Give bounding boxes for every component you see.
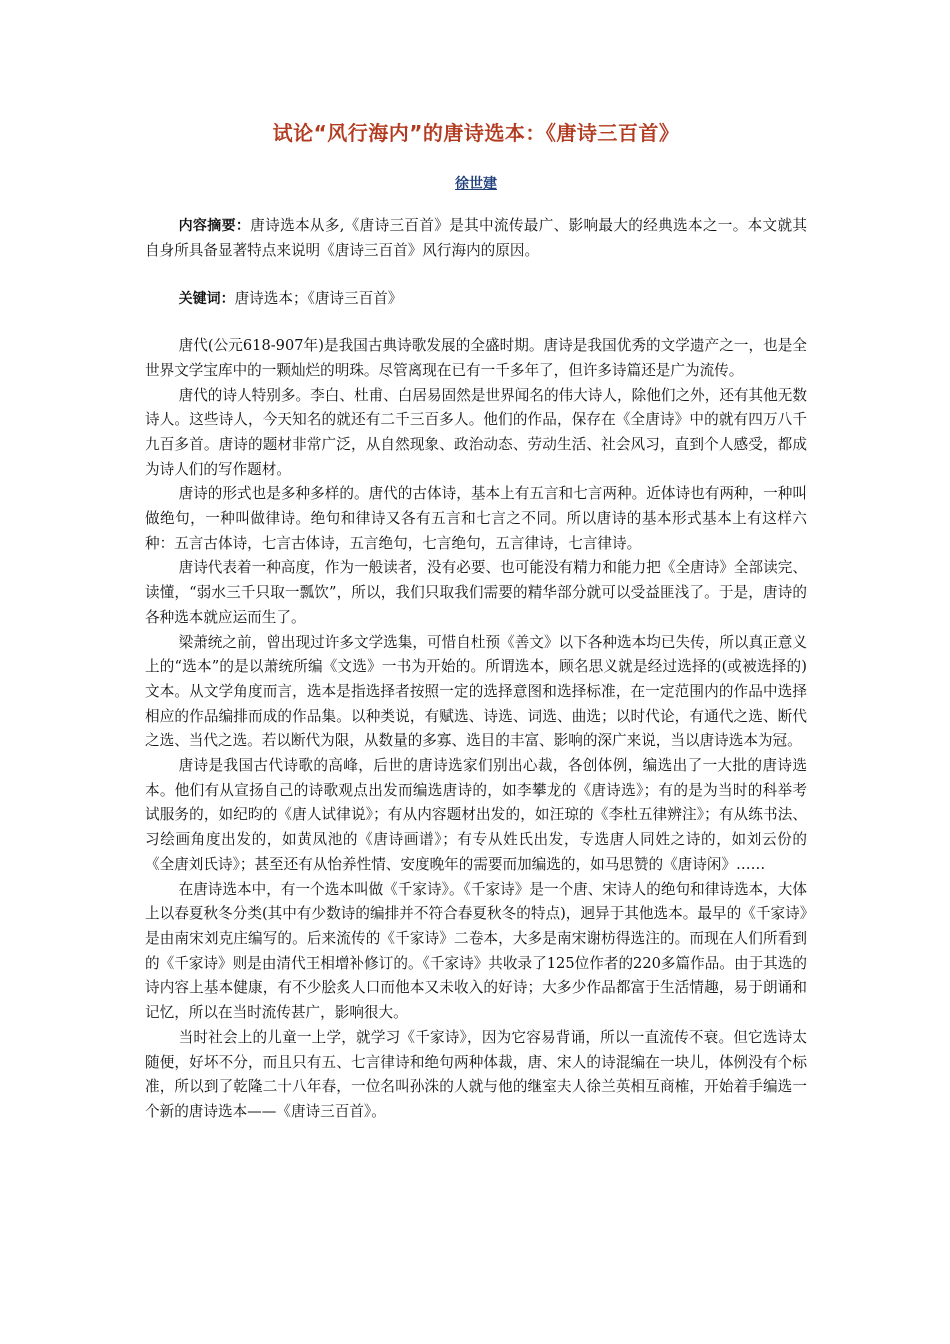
body-paragraph: 梁萧统之前，曾出现过许多文学选集，可惜自杜预《善文》以下各种选本均已失传，所以真正意义上的“选本”的是以萧统所编《文选》一书为开始的。所谓选本，顾名思义就是经过选择的(或被选择的)文本。从文学角度而言，选本是指选择者按照一定的选择意图和选择标准，在一定范围内的作品中选择相应的作品编排而成的作品集。以种类说，有赋选、诗选、词选、曲选；以时代论，有通代之选、断代之选、当代之选。若以断代为限，从数量的多寡、选目的丰富、影响的深广来说，当以唐诗选本为冠。 xyxy=(145,633,807,750)
body-text xyxy=(145,334,807,1125)
abstract-text: 唐诗选本从多,《唐诗三百首》是其中流传最广、影响最大的经典选本之一。本文就其自身所具备显著特点来说明《唐诗三百首》风行海内的原因。 xyxy=(145,217,807,259)
keywords-paragraph xyxy=(145,287,807,312)
keywords-text: 唐诗选本；《唐诗三百首》 xyxy=(234,290,403,308)
body-paragraph: 唐代(公元618-907年)是我国古典诗歌发展的全盛时期。唐诗是我国优秀的文学遗产之一，也是全世界文学宝库中的一颗灿烂的明珠。尽管离现在已有一千多年了，但许多诗篇还是广为流传。 xyxy=(145,337,807,379)
author-line xyxy=(145,174,807,194)
body-paragraph: 当时社会上的儿童一上学，就学习《千家诗》，因为它容易背诵，所以一直流传不衰。但它选诗太随便，好坏不分，而且只有五、七言律诗和绝句两种体裁，唐、宋人的诗混编在一块儿，体例没有个标准，所以到了乾隆二十八年春，一位名叫孙洙的人就与他的继室夫人徐兰英相互商榷，开始着手编选一个新的唐诗选本——《唐诗三百首》。 xyxy=(145,1028,807,1120)
document-title: 试论“风行海内”的唐诗选本：《唐诗三百首》 xyxy=(272,121,680,145)
author-link[interactable]: 徐世建 xyxy=(455,176,497,192)
body-paragraph: 在唐诗选本中，有一个选本叫做《千家诗》。《千家诗》是一个唐、宋诗人的绝句和律诗选本，大体上以春夏秋冬分类(其中有少数诗的编排并不符合春夏秋冬的特点)，迥异于其他选本。最早的《千家诗》是由南宋刘克庄编写的。后来流传的《千家诗》二卷本，大多是南宋谢枋得选注的。而现在人们所看到的《千家诗》则是由清代王相增补修订的。《千家诗》共收录了125位作者的220多篇作品。由于其选的诗内容上基本健康，有不少脍炙人口而他本又未收入的好诗；大多少作品都富于生活情趣，易于朗诵和记忆，所以在当时流传甚广，影响很大。 xyxy=(145,880,807,1022)
keywords-label: 关键词： xyxy=(178,291,235,308)
body-paragraph: 唐诗的形式也是多种多样的。唐代的古体诗，基本上有五言和七言两种。近体诗也有两种，一种叫做绝句，一种叫做律诗。绝句和律诗又各有五言和七言之不同。所以唐诗的基本形式基本上有这样六种：五言古体诗，七言古体诗，五言绝句，七言绝句，五言律诗，七言律诗。 xyxy=(145,485,807,552)
abstract-paragraph xyxy=(145,214,807,263)
abstract-label: 内容摘要： xyxy=(178,218,251,234)
body-paragraph: 唐诗是我国古代诗歌的高峰，后世的唐诗选家们别出心裁，各创体例，编选出了一大批的唐诗选本。他们有从宣扬自己的诗歌观点出发而编选唐诗的，如李攀龙的《唐诗选》；有的是为当时的科举考试服务的，如纪昀的《唐人试律说》；有从内容题材出发的，如汪琼的《李杜五律辨注》；有从练书法、习绘画角度出发的，如黄凤池的《唐诗画谱》；有专从姓氏出发，专选唐人同姓之诗的，如刘云份的《全唐刘氏诗》；甚至还有从怡养性情、安度晚年的需要而加编选的，如马思赞的《唐诗闲》…… xyxy=(145,757,807,873)
body-paragraph: 唐诗代表着一种高度，作为一般读者，没有必要、也可能没有精力和能力把《全唐诗》全部读完、读懂，“弱水三千只取一瓢饮”，所以，我们只取我们需要的精华部分就可以受益匪浅了。于是，唐诗的各种选本就应运而生了。 xyxy=(145,559,807,626)
body-paragraph: 唐代的诗人特别多。李白、杜甫、白居易固然是世界闻名的伟大诗人，除他们之外，还有其他无数诗人。这些诗人，今天知名的就还有二千三百多人。他们的作品，保存在《全唐诗》中的就有四万八千九百多首。唐诗的题材非常广泛，从自然现象、政治动态、劳动生活、社会风习，直到个人感受，都成为诗人们的写作题材。 xyxy=(145,386,807,478)
document-page xyxy=(145,118,807,1125)
